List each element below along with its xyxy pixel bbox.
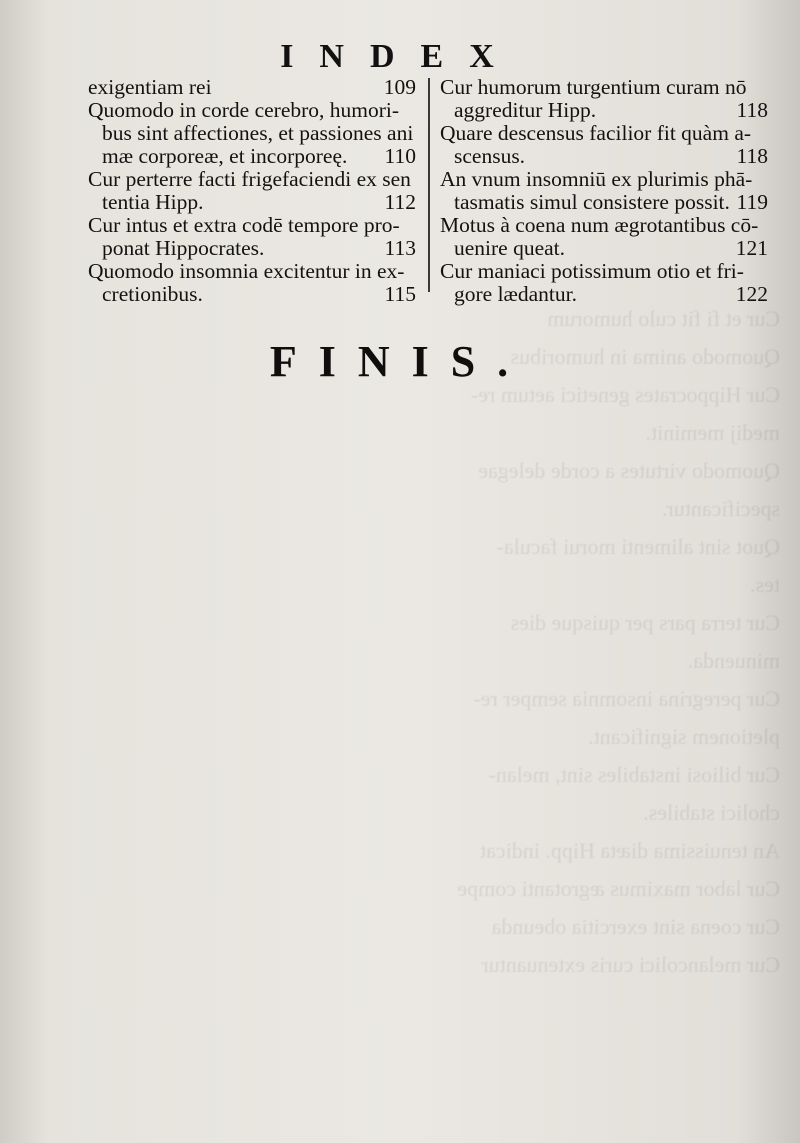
index-entry [88,99,418,168]
index-entry-line: Cur humorum turgentium curam nō [440,75,747,99]
index-entry-line: Cur maniaci potissimum otio et fri- [440,259,744,283]
index-column-left [88,76,418,306]
page-number: 110 [384,144,416,168]
index-entry-line: Quare descensus facilior fit quàm a- [440,121,752,145]
index-entry-line: scensus. [454,144,526,168]
index-entry-line: Cur perterre facti frigefaciendi ex sen [88,167,411,191]
index-entry-line: tentia Hipp. [102,190,204,214]
index-entry-line: Quomodo insomnia excitentur in ex- [88,259,405,283]
bleed-through-texture: Cur et fi fit culo humorum Quomodo anima in humoribus Cur Hippocrates genetici aetum re- medij meminit. Quomodo virtutes a corde delegae specificantur. Quot sint alimenti morui facula- tes. Cur terra pars per quisque dies minuenda. Cur peregrina insomnia semper re- pletionem significant. Cur biliosi instabiles sint, melan- cholici stabiles. An tenuissima diæta Hipp. indicat Cur labor maximus ægrotanti compe Cur coena sint exercitia obeunda Cur melancolici curis extenuantur [457,306,780,977]
page-number: 109 [383,75,416,99]
index-entry [440,260,770,306]
index-entry-line: bus sint affectiones, et passiones ani [102,121,414,145]
index-entry-line: exigentiam rei [88,75,212,99]
index-entry-line: Motus à coena num ægrotantibus cō- [440,213,759,237]
index-entry [440,76,770,122]
index-entry-line: gore lædantur. [454,282,578,306]
index-heading: INDEX [280,38,520,75]
index-entry-line: Quomodo in corde cerebro, humori- [88,98,400,122]
index-entry-line: Cur intus et extra codē tempore pro- [88,213,400,237]
index-entry-line: mæ corporeæ, et incorporeę. [102,144,348,168]
index-entry-line: tasmatis simul consistere possit. [454,190,730,214]
index-entry-line: aggreditur Hipp. [454,98,597,122]
page-number: 122 [735,282,768,306]
index-entry-line: uenire queat. [454,236,566,260]
page-number: 118 [736,98,768,122]
index-entry [440,168,770,214]
index-entry [88,214,418,260]
page-number: 119 [736,190,768,214]
page-number: 121 [735,236,768,260]
page-number: 115 [384,282,416,306]
index-entry [440,214,770,260]
index-entry-line: cretionibus. [102,282,203,306]
page-number: 113 [384,236,416,260]
index-entry [88,76,418,99]
index-entry [440,122,770,168]
index-entry-line: An vnum insomniū ex plurimis phā- [440,167,753,191]
index-column-right [440,76,770,306]
index-entry [88,168,418,214]
page-number: 112 [384,190,416,214]
finis-heading: FINIS. [269,337,531,386]
column-divider [428,78,430,292]
page-number: 118 [736,144,768,168]
index-entry [88,260,418,306]
index-entry-line: ponat Hippocrates. [102,236,265,260]
